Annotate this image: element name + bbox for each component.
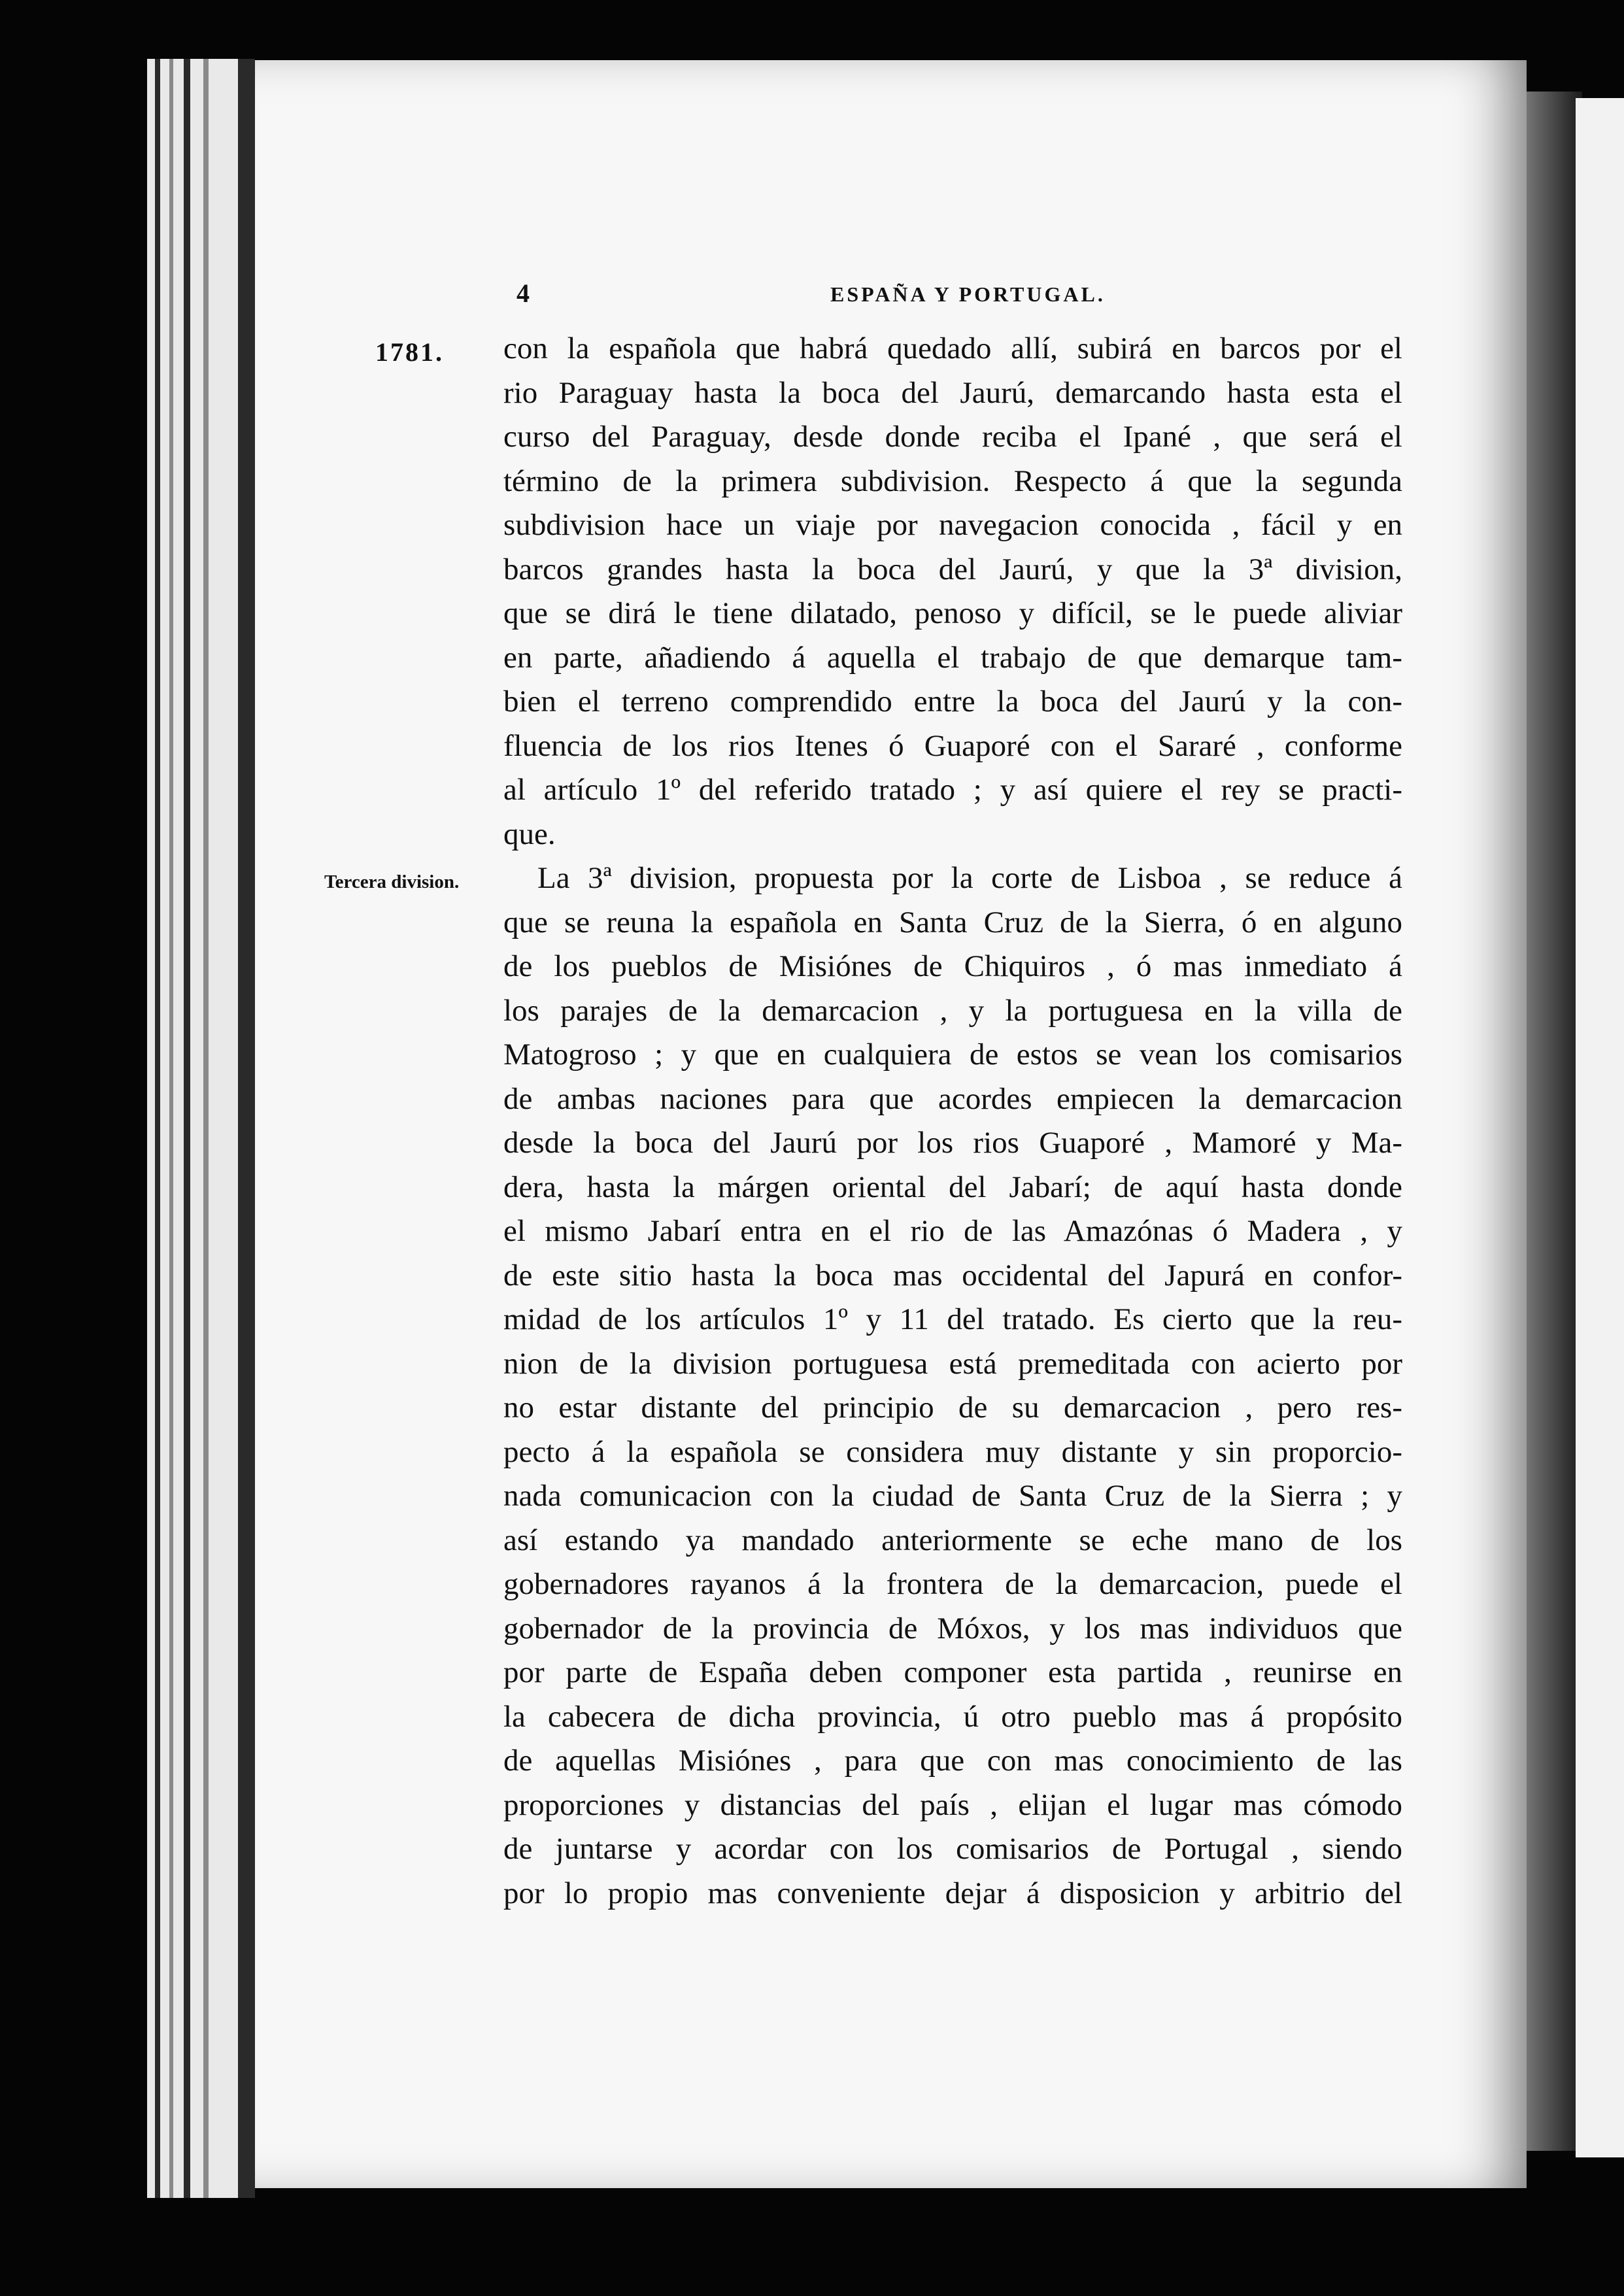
- page-edge: [238, 59, 255, 2198]
- text-line: con la española que habrá quedado allí, subirá en barcos por el: [503, 331, 1402, 365]
- page-edge: [203, 59, 209, 2198]
- text-line: nada comunicacion con la ciudad de Santa Cruz de la Sierra ; y: [503, 1479, 1402, 1513]
- text-line: los parajes de la demarcacion , y la portuguesa en la villa de: [503, 993, 1402, 1028]
- facing-page-edge: [1576, 98, 1624, 2157]
- text-line: subdivision hace un viaje por navegacion conocida , fácil y en: [503, 508, 1402, 542]
- text-line: por lo propio mas conveniente dejar á disposicion y arbitrio del: [503, 1876, 1402, 1910]
- page-edge: [184, 59, 190, 2198]
- text-line: desde la boca del Jaurú por los rios Guaporé , Mamoré y Ma-: [503, 1126, 1402, 1160]
- margin-note-section: Tercera division.: [324, 871, 460, 892]
- text-line: Matogroso ; y que en cualquiera de estos se vean los comisarios: [503, 1038, 1402, 1072]
- text-line: de ambas naciones para que acordes empiecen la demarcacion: [503, 1081, 1402, 1116]
- body-text: [503, 327, 1402, 1916]
- text-line: que.: [503, 817, 556, 851]
- text-line: gobernador de la provincia de Móxos, y los mas individuos que: [503, 1611, 1402, 1646]
- text-line: midad de los artículos 1º y 11 del tratado. Es cierto que la reu-: [503, 1302, 1402, 1336]
- page-number: 4: [516, 279, 530, 308]
- text-line: bien el terreno comprendido entre la boca del Jaurú y la con-: [503, 684, 1402, 718]
- text-line: de los pueblos de Misiónes de Chiquiros , ó mas inmediato á: [503, 949, 1402, 983]
- text-line: de este sitio hasta la boca mas occidental del Japurá en confor-: [503, 1258, 1402, 1292]
- paragraph: [503, 327, 1402, 856]
- paragraph: [503, 856, 1402, 1916]
- text-line: fluencia de los rios Itenes ó Guaporé con el Sararé , conforme: [503, 728, 1402, 763]
- text-line: barcos grandes hasta la boca del Jaurú, y que la 3ª division,: [503, 552, 1402, 586]
- page-edge: [160, 59, 169, 2198]
- text-line: no estar distante del principio de su demarcacion , pero res-: [503, 1391, 1402, 1425]
- text-line: así estando ya mandado anteriormente se eche mano de los: [503, 1523, 1402, 1557]
- text-line: de juntarse y acordar con los comisarios de Portugal , siendo: [503, 1832, 1402, 1866]
- text-line: pecto á la española se considera muy distante y sin proporcio-: [503, 1434, 1402, 1469]
- text-line: La 3ª division, propuesta por la corte de Lisboa , se reduce á: [537, 861, 1402, 895]
- text-line: de aquellas Misiónes , para que con mas conocimiento de las: [503, 1744, 1402, 1778]
- page-edge: [147, 59, 155, 2198]
- text-line: la cabecera de dicha provincia, ú otro pueblo mas á propósito: [503, 1699, 1402, 1734]
- text-line: por parte de España deben componer esta partida , reunirse en: [503, 1655, 1402, 1689]
- margin-note-year: 1781.: [375, 337, 444, 367]
- page-edge: [173, 59, 184, 2198]
- text-line: el mismo Jabarí entra en el rio de las Amazónas ó Madera , y: [503, 1214, 1402, 1248]
- text-line: que se dirá le tiene dilatado, penoso y difícil, se le puede aliviar: [503, 596, 1402, 630]
- text-line: proporciones y distancias del país , elijan el lugar mas cómodo: [503, 1787, 1402, 1822]
- text-line: que se reuna la española en Santa Cruz de la Sierra, ó en alguno: [503, 905, 1402, 939]
- text-line: término de la primera subdivision. Respecto á que la segunda: [503, 464, 1402, 498]
- page-edge: [209, 59, 238, 2198]
- text-line: en parte, añadiendo á aquella el trabajo de que demarque tam-: [503, 640, 1402, 675]
- page-edge: [155, 59, 160, 2198]
- text-line: nion de la division portuguesa está premeditada con acierto por: [503, 1346, 1402, 1381]
- page-edge: [190, 59, 203, 2198]
- text-line: rio Paraguay hasta la boca del Jaurú, demarcando hasta esta el: [503, 375, 1402, 410]
- text-line: curso del Paraguay, desde donde reciba el Ipané , que será el: [503, 420, 1402, 454]
- text-line: dera, hasta la márgen oriental del Jabarí; de aquí hasta donde: [503, 1170, 1402, 1204]
- text-line: al artículo 1º del referido tratado ; y así quiere el rey se practi-: [503, 773, 1402, 807]
- text-line: gobernadores rayanos á la frontera de la demarcacion, puede el: [503, 1567, 1402, 1601]
- running-head: ESPAÑA Y PORTUGAL.: [830, 282, 1106, 306]
